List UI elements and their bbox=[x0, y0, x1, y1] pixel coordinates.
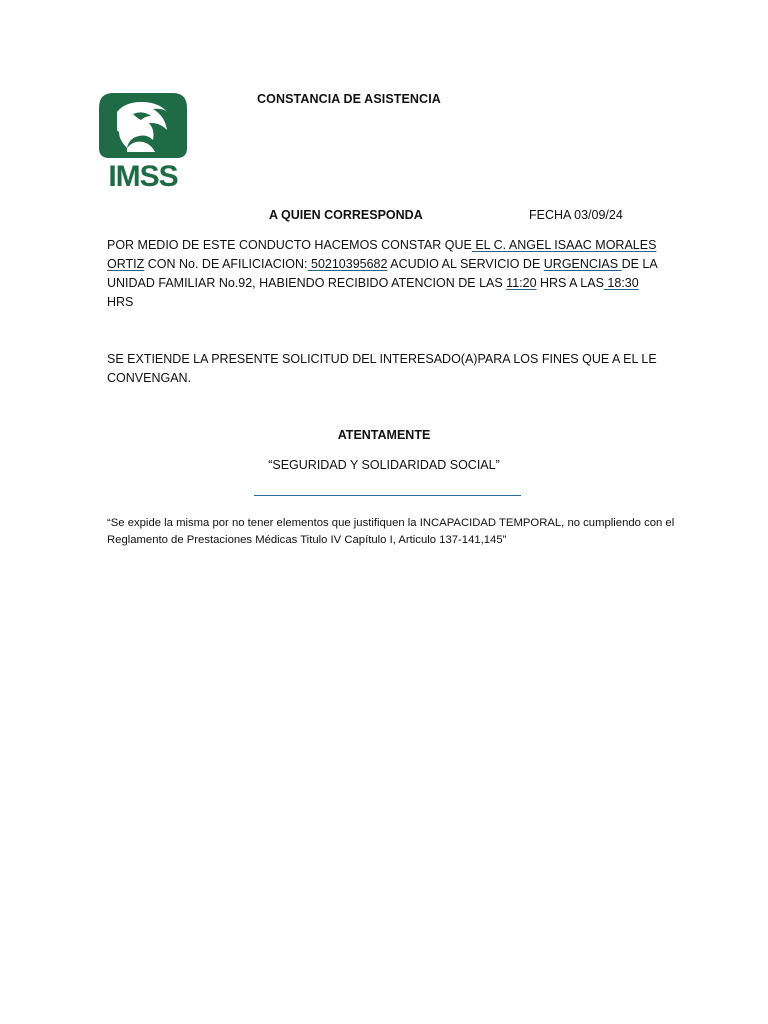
end-time: 18:30 bbox=[603, 276, 639, 290]
imss-logo-icon bbox=[93, 90, 193, 190]
patient-name: EL C. ANGEL ISAAC MORALES ORTIZ bbox=[107, 238, 657, 271]
service-label: ACUDIO AL SERVICIO DE bbox=[387, 257, 544, 271]
svg-text:IMSS: IMSS bbox=[108, 160, 178, 190]
document-date: FECHA 03/09/24 bbox=[529, 208, 623, 222]
attendance-paragraph bbox=[107, 236, 667, 312]
closing: ATENTAMENTE bbox=[337, 428, 431, 442]
hours-connector: HRS A LAS bbox=[536, 276, 604, 290]
purpose-paragraph: SE EXTIENDE LA PRESENTE SOLICITUD DEL INTERESADO(A)PARA LOS FINES QUE A EL LE CONVENGAN. bbox=[107, 352, 657, 385]
motto: “SEGURIDAD Y SOLIDARIDAD SOCIAL” bbox=[268, 458, 500, 472]
affiliation-label: CON No. DE AFILICIACION: bbox=[144, 257, 308, 271]
service-name: URGENCIAS bbox=[543, 257, 622, 271]
start-time: 11:20 bbox=[506, 276, 537, 290]
affiliation-number: 50210395682 bbox=[307, 257, 388, 271]
footnote: “Se expide la misma por no tener elementos que justifiquen la INCAPACIDAD TEMPORAL, no cumpliendo con el Reglamento de Prestaciones Médicas Titulo IV Capítulo I, Articulo 137-141,145” bbox=[107, 517, 675, 546]
unit-text: DE LA UNIDAD FAMILIAR No.92, HABIENDO RECIBIDO ATENCION DE LAS bbox=[107, 257, 658, 290]
document-title: CONSTANCIA DE ASISTENCIA bbox=[257, 92, 441, 106]
intro-text: POR MEDIO DE ESTE CONDUCTO HACEMOS CONSTAR QUE bbox=[107, 238, 472, 252]
signature-line bbox=[254, 495, 521, 496]
addressee: A QUIEN CORRESPONDA bbox=[269, 208, 423, 222]
hours-suffix: HRS bbox=[107, 295, 134, 309]
